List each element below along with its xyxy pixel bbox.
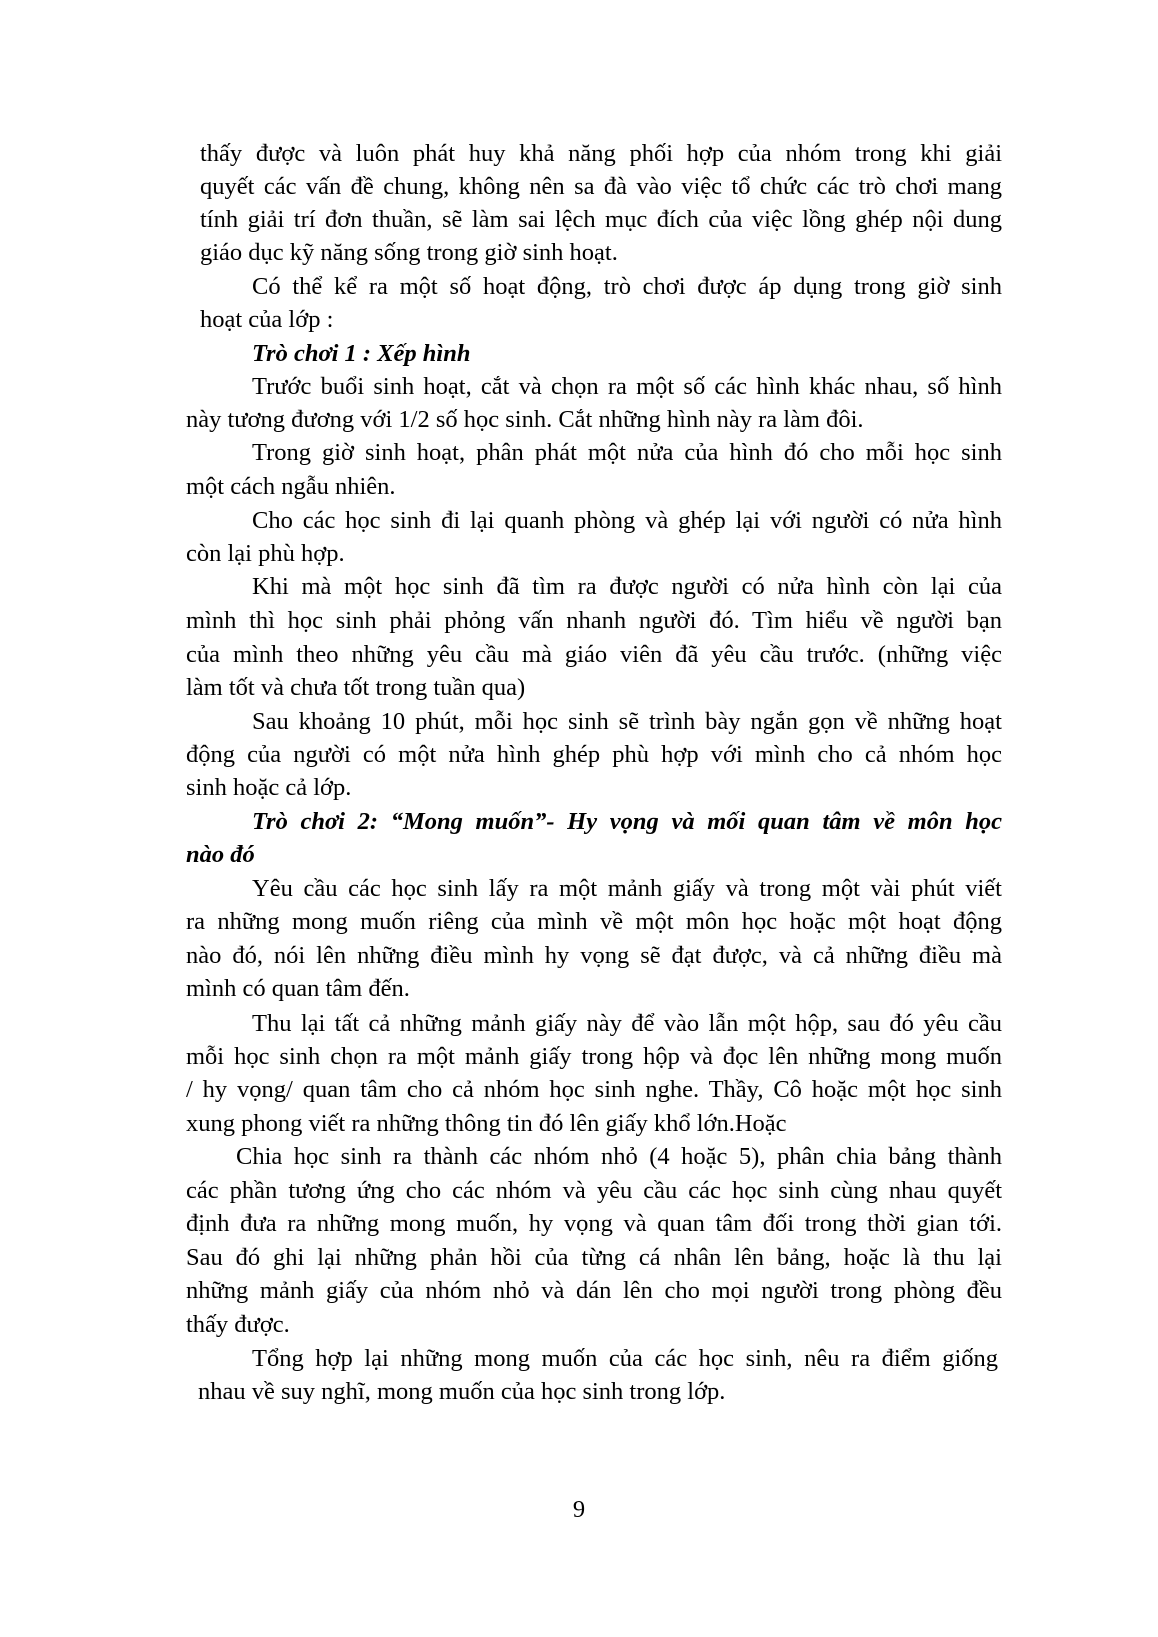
- text-line: Thu lại tất cả những mảnh giấy này để vào lẫn một hộp, sau đó yêu cầu: [252, 1010, 1002, 1037]
- text-line: Sau đó ghi lại những phản hồi của từng cá nhân lên bảng, hoặc là thu lại: [186, 1244, 1002, 1271]
- text-line: thấy được.: [186, 1311, 290, 1338]
- text-line: ra những mong muốn riêng của mình về một môn học hoặc một hoạt động: [186, 908, 1002, 935]
- text-line: / hy vọng/ quan tâm cho cả nhóm học sinh nghe. Thầy, Cô hoặc một học sinh: [186, 1076, 1002, 1103]
- text-line: này tương đương với 1/2 số học sinh. Cắt những hình này ra làm đôi.: [186, 406, 864, 433]
- text-line: giáo dục kỹ năng sống trong giờ sinh hoạt.: [200, 239, 618, 266]
- text-line: nào đó, nói lên những điều mình hy vọng sẽ đạt được, và cả những điều mà: [186, 942, 1002, 969]
- text-line: một cách ngẫu nhiên.: [186, 473, 396, 500]
- text-line: mình có quan tâm đến.: [186, 975, 410, 1002]
- text-line: Tổng hợp lại những mong muốn của các học sinh, nêu ra điểm giống: [252, 1345, 998, 1372]
- text-line: nhau về suy nghĩ, mong muốn của học sinh trong lớp.: [198, 1378, 726, 1405]
- text-line: Sau khoảng 10 phút, mỗi học sinh sẽ trình bày ngắn gọn về những hoạt: [252, 708, 1002, 735]
- text-line: định đưa ra những mong muốn, hy vọng và quan tâm đối trong thời gian tới.: [186, 1210, 1002, 1237]
- text-line: Yêu cầu các học sinh lấy ra một mảnh giấy và trong một vài phút viết: [252, 875, 1002, 902]
- text-line: mình thì học sinh phải phỏng vấn nhanh người đó. Tìm hiểu về người bạn: [186, 607, 1002, 634]
- game-2-heading: Trò chơi 2: “Mong muốn”- Hy vọng và mối quan tâm về môn học: [252, 808, 1002, 835]
- game-1-heading: Trò chơi 1 : Xếp hình: [252, 340, 471, 367]
- text-line: của mình theo những yêu cầu mà giáo viên đã yêu cầu trước. (những việc: [186, 641, 1002, 668]
- page-number: 9: [572, 1496, 586, 1523]
- game-2-heading-cont: nào đó: [186, 841, 255, 868]
- text-line: các phần tương ứng cho các nhóm và yêu cầu các học sinh cùng nhau quyết: [186, 1177, 1002, 1204]
- text-line: Trước buổi sinh hoạt, cắt và chọn ra một số các hình khác nhau, số hình: [252, 373, 1002, 400]
- text-line: còn lại phù hợp.: [186, 540, 345, 567]
- text-line: làm tốt và chưa tốt trong tuần qua): [186, 674, 526, 701]
- text-line: sinh hoặc cả lớp.: [186, 774, 352, 801]
- text-line: động của người có một nửa hình ghép phù hợp với mình cho cả nhóm học: [186, 741, 1002, 768]
- text-line: mỗi học sinh chọn ra một mảnh giấy trong hộp và đọc lên những mong muốn: [186, 1043, 1002, 1070]
- text-line: tính giải trí đơn thuần, sẽ làm sai lệch mục đích của việc lồng ghép nội dung: [200, 206, 1002, 233]
- text-line: Trong giờ sinh hoạt, phân phát một nửa của hình đó cho mỗi học sinh: [252, 439, 1002, 466]
- text-line: xung phong viết ra những thông tin đó lên giấy khổ lớn.Hoặc: [186, 1110, 787, 1137]
- text-line: Chia học sinh ra thành các nhóm nhỏ (4 hoặc 5), phân chia bảng thành: [236, 1143, 1002, 1170]
- text-line: Có thể kể ra một số hoạt động, trò chơi được áp dụng trong giờ sinh: [252, 273, 1002, 300]
- text-line: Khi mà một học sinh đã tìm ra được người có nửa hình còn lại của: [252, 573, 1002, 600]
- text-line: hoạt của lớp :: [200, 306, 334, 333]
- text-line: thấy được và luôn phát huy khả năng phối hợp của nhóm trong khi giải: [200, 140, 1002, 167]
- text-line: những mảnh giấy của nhóm nhỏ và dán lên cho mọi người trong phòng đều: [186, 1277, 1002, 1304]
- text-line: quyết các vấn đề chung, không nên sa đà vào việc tổ chức các trò chơi mang: [200, 173, 1002, 200]
- text-line: Cho các học sinh đi lại quanh phòng và ghép lại với người có nửa hình: [252, 507, 1002, 534]
